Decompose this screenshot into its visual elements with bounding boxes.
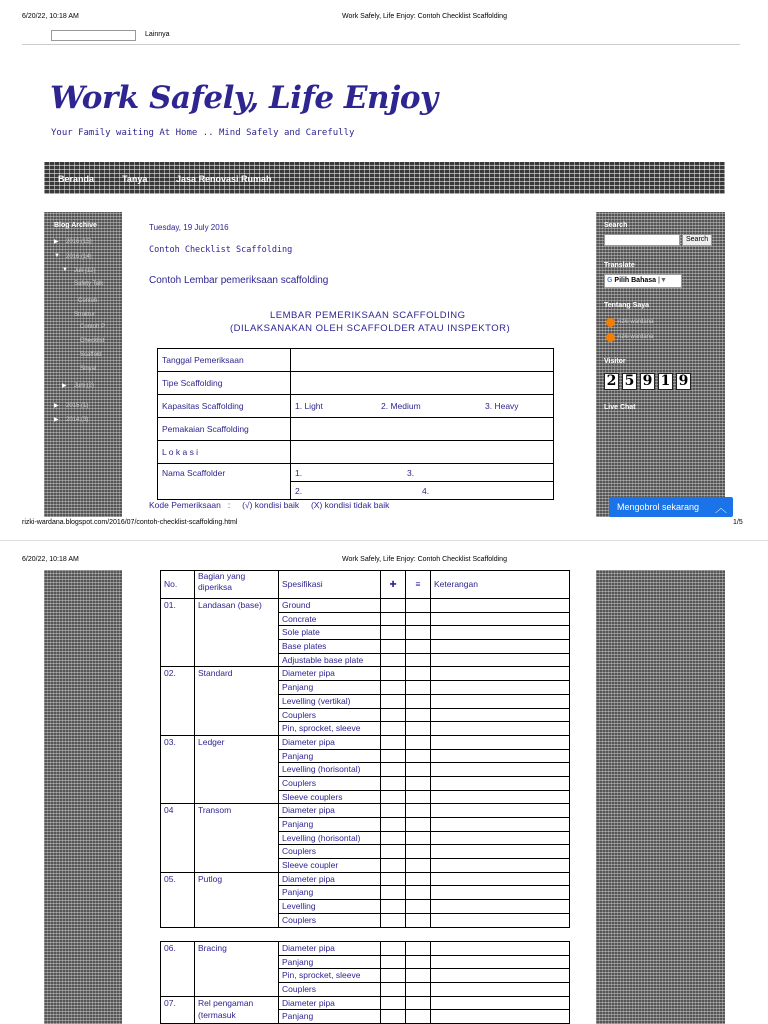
- chat-now-button[interactable]: [609, 497, 733, 517]
- form-value-cell[interactable]: [291, 372, 554, 395]
- search-title: Search: [604, 222, 628, 229]
- check-bad-cell[interactable]: [406, 900, 431, 914]
- item-number: 06.: [161, 942, 195, 997]
- item-number: 03.: [161, 735, 195, 803]
- item-spec: Panjang: [279, 955, 381, 969]
- check-bad-cell[interactable]: [406, 776, 431, 790]
- remarks-cell[interactable]: [431, 1010, 570, 1024]
- dropdown-arrow-icon: |▼: [658, 277, 667, 284]
- remarks-cell[interactable]: [431, 955, 570, 969]
- remarks-cell[interactable]: [431, 653, 570, 667]
- check-good-cell[interactable]: [381, 900, 406, 914]
- form-value-cell[interactable]: [291, 418, 554, 441]
- form-label: Pemakaian Scaffolding: [158, 418, 291, 441]
- check-bad-cell[interactable]: [406, 818, 431, 832]
- remarks-cell[interactable]: [431, 681, 570, 695]
- remarks-cell[interactable]: [431, 640, 570, 654]
- check-bad-cell[interactable]: [406, 831, 431, 845]
- scaffolder-slot: 3.: [407, 467, 415, 478]
- remarks-cell[interactable]: [431, 599, 570, 613]
- check-bad-cell[interactable]: [406, 626, 431, 640]
- check-bad-cell[interactable]: [406, 653, 431, 667]
- check-bad-cell[interactable]: [406, 872, 431, 886]
- sidebar-search-input[interactable]: [604, 234, 680, 246]
- check-bad-cell[interactable]: [406, 681, 431, 695]
- remarks-cell[interactable]: [431, 694, 570, 708]
- item-spec: Concrate: [279, 612, 381, 626]
- form-heading: LEMBAR PEMERIKSAAN SCAFFOLDING: [270, 310, 466, 321]
- item-number: 01.: [161, 599, 195, 667]
- check-good-cell[interactable]: [381, 942, 406, 956]
- collapse-arrow-icon[interactable]: ▼: [54, 253, 60, 259]
- checklist-table-continued: [160, 941, 570, 1024]
- table-row: [161, 872, 570, 886]
- check-bad-cell[interactable]: [406, 749, 431, 763]
- table-row: [161, 996, 570, 1010]
- print-datetime: 6/20/22, 10:18 AM: [22, 13, 79, 20]
- item-spec: Base plates: [279, 640, 381, 654]
- capacity-option: 3. Heavy: [485, 401, 519, 411]
- check-good-cell[interactable]: [381, 763, 406, 777]
- expand-arrow-icon[interactable]: ▶: [54, 417, 59, 423]
- check-good-cell[interactable]: [381, 831, 406, 845]
- check-bad-cell[interactable]: [406, 886, 431, 900]
- item-part: Ledger: [195, 735, 279, 803]
- nav-item-jasa-renovasi[interactable]: Jasa Renovasi Rumah: [176, 174, 272, 184]
- check-bad-cell[interactable]: [406, 1010, 431, 1024]
- check-good-cell[interactable]: [381, 640, 406, 654]
- archive-month[interactable]: Juli (12): [74, 268, 96, 274]
- scaffolder-slot: 2.: [295, 485, 303, 496]
- item-spec: Couplers: [279, 708, 381, 722]
- remarks-cell[interactable]: [431, 763, 570, 777]
- table-header: Spesifikasi: [279, 571, 381, 599]
- check-good-cell[interactable]: [381, 626, 406, 640]
- item-spec: Diameter pipa: [279, 942, 381, 956]
- check-good-cell[interactable]: [381, 653, 406, 667]
- check-bad-cell[interactable]: [406, 955, 431, 969]
- form-value-cell[interactable]: [291, 395, 554, 418]
- capacity-option: 1. Light: [295, 401, 323, 411]
- check-bad-cell[interactable]: [406, 859, 431, 873]
- form-value-cell[interactable]: [291, 482, 554, 500]
- live-chat-title: Live Chat: [604, 404, 636, 411]
- visitor-title: Visitor: [604, 358, 626, 365]
- capacity-option: 2. Medium: [381, 401, 421, 411]
- check-good-cell[interactable]: [381, 969, 406, 983]
- blog-title[interactable]: Work Safely, Life Enjoy: [50, 80, 438, 116]
- check-good-cell[interactable]: [381, 790, 406, 804]
- print-footer-page: 1/5: [733, 519, 743, 526]
- remarks-cell[interactable]: [431, 845, 570, 859]
- table-header: Keterangan: [431, 571, 570, 599]
- archive-post[interactable]: Sinyal: [80, 366, 97, 372]
- check-bad-cell[interactable]: [406, 996, 431, 1010]
- translate-select-label: Pilih Bahasa: [614, 277, 657, 284]
- remarks-cell[interactable]: [431, 900, 570, 914]
- item-spec: Sleeve couplers: [279, 790, 381, 804]
- item-part: Bracing: [195, 942, 279, 997]
- archive-year[interactable]: 2015 (1): [66, 403, 89, 409]
- check-good-cell[interactable]: [381, 681, 406, 695]
- print-datetime: 6/20/22, 10:18 AM: [22, 556, 79, 563]
- check-good-cell[interactable]: [381, 749, 406, 763]
- check-bad-cell[interactable]: [406, 735, 431, 749]
- check-bad-cell[interactable]: [406, 708, 431, 722]
- check-bad-cell[interactable]: [406, 667, 431, 681]
- item-spec: Diameter pipa: [279, 667, 381, 681]
- item-spec: Couplers: [279, 983, 381, 997]
- remarks-cell[interactable]: [431, 735, 570, 749]
- print-footer-url: rizki-wardana.blogspot.com/2016/07/contoh-checklist-scaffolding.html: [22, 519, 238, 526]
- remarks-cell[interactable]: [431, 804, 570, 818]
- check-bad-cell[interactable]: [406, 640, 431, 654]
- form-subheading: (DILAKSANAKAN OLEH SCAFFOLDER ATAU INSPEKTOR): [230, 323, 511, 334]
- checklist-table: [160, 570, 570, 928]
- remarks-cell[interactable]: [431, 667, 570, 681]
- item-part: Standard: [195, 667, 279, 735]
- table-row: [161, 599, 570, 613]
- archive-year[interactable]: 2016 (15): [66, 239, 92, 245]
- remarks-cell[interactable]: [431, 790, 570, 804]
- item-spec: Diameter pipa: [279, 735, 381, 749]
- visitor-digit: 2: [604, 373, 619, 390]
- about-profile-link[interactable]: rizki wardana: [618, 319, 654, 325]
- item-part: Rel pengaman (termasuk: [195, 996, 279, 1023]
- form-value-cell[interactable]: [291, 441, 554, 464]
- scaffolder-slot: 4.: [422, 485, 430, 496]
- check-good-cell[interactable]: [381, 667, 406, 681]
- check-good-cell[interactable]: [381, 983, 406, 997]
- check-good-cell[interactable]: [381, 818, 406, 832]
- item-part: Landasan (base): [195, 599, 279, 667]
- page-separator: [0, 540, 768, 541]
- archive-post[interactable]: Contoh P: [80, 324, 106, 330]
- chevron-up-icon: ︿: [715, 501, 728, 515]
- check-good-cell[interactable]: [381, 599, 406, 613]
- item-spec: Levelling (horisontal): [279, 831, 381, 845]
- table-row: [161, 735, 570, 749]
- table-row: [161, 942, 570, 956]
- translate-select[interactable]: [604, 274, 682, 288]
- item-spec: Panjang: [279, 681, 381, 695]
- item-spec: Couplers: [279, 913, 381, 927]
- sidebar-right-continued: [596, 570, 725, 1024]
- remarks-cell[interactable]: [431, 612, 570, 626]
- item-part: Putlog: [195, 872, 279, 927]
- plus-icon: ✚: [381, 571, 406, 599]
- inspection-code-legend: Kode Pemeriksaan : (√) kondisi baik (X) kondisi tidak baik: [149, 500, 390, 510]
- visitor-digit: 9: [676, 373, 691, 390]
- about-profile-link[interactable]: rizki wardana: [618, 334, 654, 340]
- check-bad-cell[interactable]: [406, 722, 431, 736]
- item-number: 05.: [161, 872, 195, 927]
- sidebar-left: [44, 212, 122, 517]
- form-label: Kapasitas Scaffolding: [158, 395, 291, 418]
- chat-now-label: Mengobrol sekarang: [617, 502, 700, 512]
- remarks-cell[interactable]: [431, 872, 570, 886]
- item-spec: Panjang: [279, 886, 381, 900]
- remarks-cell[interactable]: [431, 708, 570, 722]
- check-bad-cell[interactable]: [406, 694, 431, 708]
- item-spec: Pin, sprocket, sleeve: [279, 969, 381, 983]
- table-row: [161, 667, 570, 681]
- archive-post[interactable]: Contoh: [78, 298, 98, 304]
- topbar-divider: [22, 44, 740, 45]
- check-good-cell[interactable]: [381, 804, 406, 818]
- archive-post[interactable]: Scaffold: [80, 352, 102, 358]
- item-spec: Diameter pipa: [279, 996, 381, 1010]
- check-good-cell[interactable]: [381, 913, 406, 927]
- check-good-cell[interactable]: [381, 612, 406, 626]
- archive-post[interactable]: Checklist: [80, 338, 105, 344]
- visitor-counter: [604, 372, 694, 390]
- print-title: Work Safely, Life Enjoy: Contoh Checklist Scaffolding: [342, 13, 507, 20]
- check-good-cell[interactable]: [381, 845, 406, 859]
- check-bad-cell[interactable]: [406, 804, 431, 818]
- item-part: Transom: [195, 804, 279, 872]
- check-good-cell[interactable]: [381, 955, 406, 969]
- remarks-cell[interactable]: [431, 913, 570, 927]
- item-number: 02.: [161, 667, 195, 735]
- archive-year[interactable]: 2014 (3): [66, 417, 89, 423]
- visitor-digit: 9: [640, 373, 655, 390]
- archive-year[interactable]: 2016 (14): [66, 254, 92, 260]
- sidebar-left-continued: [44, 570, 122, 1024]
- item-spec: Levelling (vertikal): [279, 694, 381, 708]
- topbar-more-link[interactable]: Lainnya: [145, 31, 170, 38]
- item-spec: Panjang: [279, 818, 381, 832]
- remarks-cell[interactable]: [431, 722, 570, 736]
- about-title: Tentang Saya: [604, 302, 649, 309]
- check-bad-cell[interactable]: [406, 969, 431, 983]
- archive-month[interactable]: Juni (2): [74, 383, 95, 389]
- item-spec: Sleeve coupler: [279, 859, 381, 873]
- form-value-cell[interactable]: [291, 464, 554, 482]
- check-bad-cell[interactable]: [406, 942, 431, 956]
- nav-bar: [44, 162, 725, 194]
- sidebar-right: [596, 212, 728, 517]
- google-logo-icon: G: [607, 277, 613, 284]
- check-bad-cell[interactable]: [406, 845, 431, 859]
- check-bad-cell[interactable]: [406, 790, 431, 804]
- collapse-arrow-icon[interactable]: ▼: [62, 267, 68, 273]
- archive-post[interactable]: Safety Talk: [74, 281, 104, 287]
- item-number: 07.: [161, 996, 195, 1023]
- check-good-cell[interactable]: [381, 1010, 406, 1024]
- check-good-cell[interactable]: [381, 996, 406, 1010]
- check-bad-cell[interactable]: [406, 913, 431, 927]
- table-header: Bagian yang diperiksa: [195, 571, 279, 599]
- minus-icon: ≡: [406, 571, 431, 599]
- blog-archive-title: Blog Archive: [54, 222, 97, 229]
- item-spec: Couplers: [279, 776, 381, 790]
- inspection-form-table: [157, 348, 554, 500]
- remarks-cell[interactable]: [431, 626, 570, 640]
- check-good-cell[interactable]: [381, 872, 406, 886]
- form-label: Tipe Scaffolding: [158, 372, 291, 395]
- item-spec: Pin, sprocket, sleeve: [279, 722, 381, 736]
- remarks-cell[interactable]: [431, 886, 570, 900]
- remarks-cell[interactable]: [431, 859, 570, 873]
- check-good-cell[interactable]: [381, 735, 406, 749]
- expand-arrow-icon[interactable]: ▶: [54, 239, 59, 245]
- check-good-cell[interactable]: [381, 708, 406, 722]
- check-bad-cell[interactable]: [406, 763, 431, 777]
- item-spec: Diameter pipa: [279, 872, 381, 886]
- visitor-digit: 1: [658, 373, 673, 390]
- check-good-cell[interactable]: [381, 886, 406, 900]
- check-good-cell[interactable]: [381, 859, 406, 873]
- remarks-cell[interactable]: [431, 996, 570, 1010]
- check-bad-cell[interactable]: [406, 983, 431, 997]
- visitor-digit: 5: [622, 373, 637, 390]
- sidebar-search-button[interactable]: Search: [682, 234, 712, 246]
- item-spec: Couplers: [279, 845, 381, 859]
- form-label: L o k a s i: [158, 441, 291, 464]
- check-good-cell[interactable]: [381, 722, 406, 736]
- remarks-cell[interactable]: [431, 942, 570, 956]
- remarks-cell[interactable]: [431, 831, 570, 845]
- scaffolder-slot: 1.: [295, 467, 303, 478]
- check-bad-cell[interactable]: [406, 599, 431, 613]
- blogger-icon: [606, 333, 615, 342]
- item-spec: Panjang: [279, 749, 381, 763]
- remarks-cell[interactable]: [431, 983, 570, 997]
- item-spec: Sole plate: [279, 626, 381, 640]
- form-label: Nama Scaffolder: [158, 464, 291, 500]
- item-spec: Adjustable base plate: [279, 653, 381, 667]
- table-row: [161, 804, 570, 818]
- item-spec: Panjang: [279, 1010, 381, 1024]
- check-good-cell[interactable]: [381, 694, 406, 708]
- expand-arrow-icon[interactable]: ▶: [54, 403, 59, 409]
- item-number: 04: [161, 804, 195, 872]
- blog-description: Your Family waiting At Home .. Mind Safely and Carefully: [51, 128, 355, 138]
- translate-title: Translate: [604, 262, 635, 269]
- post-intro: Contoh Lembar pemeriksaan scaffolding: [149, 275, 329, 286]
- topbar-search-input[interactable]: [51, 30, 136, 41]
- blogger-icon: [606, 318, 615, 327]
- remarks-cell[interactable]: [431, 969, 570, 983]
- remarks-cell[interactable]: [431, 818, 570, 832]
- post-title[interactable]: Contoh Checklist Scaffolding: [149, 245, 293, 255]
- post-date: Tuesday, 19 July 2016: [149, 223, 229, 232]
- nav-item-tanya[interactable]: Tanya: [122, 174, 148, 184]
- item-spec: Levelling (horisontal): [279, 763, 381, 777]
- print-title: Work Safely, Life Enjoy: Contoh Checklist Scaffolding: [342, 556, 507, 563]
- item-spec: Diameter pipa: [279, 804, 381, 818]
- form-value-cell[interactable]: [291, 349, 554, 372]
- remarks-cell[interactable]: [431, 776, 570, 790]
- expand-arrow-icon[interactable]: ▶: [62, 383, 67, 389]
- table-header: No.: [161, 571, 195, 599]
- item-spec: Ground: [279, 599, 381, 613]
- form-label: Tanggal Pemeriksaan: [158, 349, 291, 372]
- check-bad-cell[interactable]: [406, 612, 431, 626]
- nav-item-beranda[interactable]: Beranda: [58, 174, 95, 184]
- remarks-cell[interactable]: [431, 749, 570, 763]
- item-spec: Levelling: [279, 900, 381, 914]
- check-good-cell[interactable]: [381, 776, 406, 790]
- archive-post[interactable]: Struktur: [74, 312, 96, 318]
